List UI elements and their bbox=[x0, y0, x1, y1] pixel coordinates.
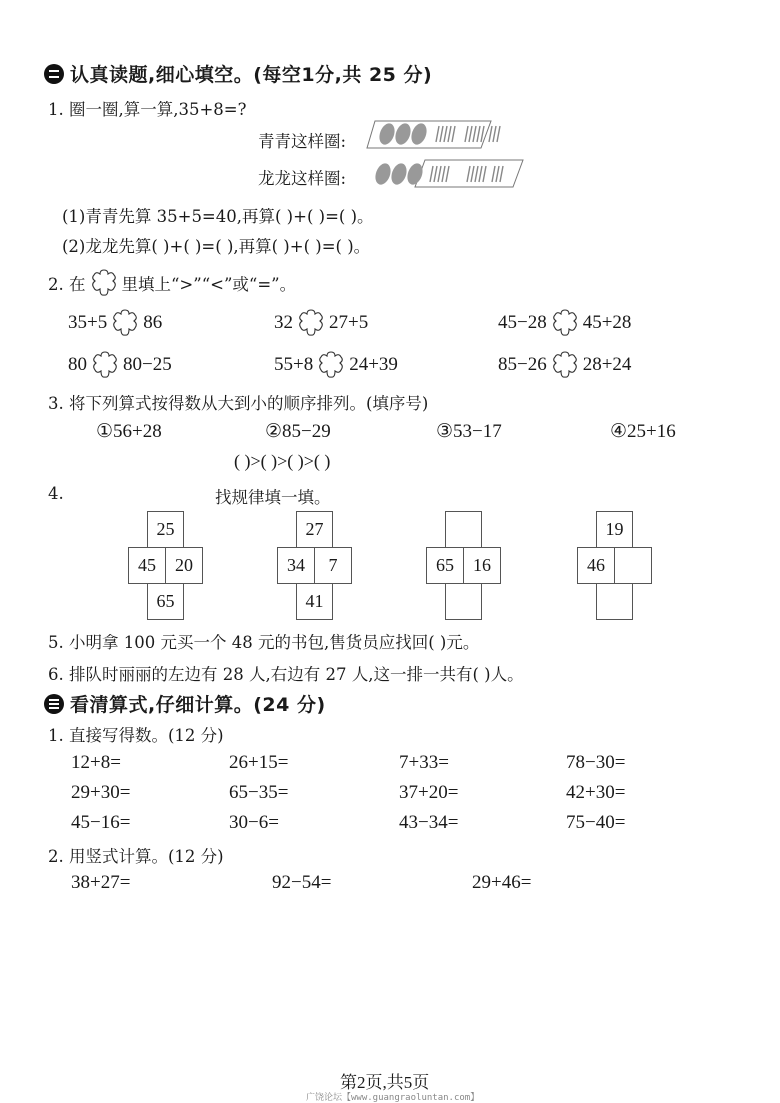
section-3-title: 看清算式,仔细计算。(24 分) bbox=[70, 694, 326, 716]
comparison-right: 28+24 bbox=[582, 354, 632, 375]
q5-text: 5. 小明拿 100 元买一个 48 元的书包,售货员应找回( )元。 bbox=[48, 633, 480, 652]
calc-item: 26+15= bbox=[229, 752, 289, 773]
calc-item: 42+30= bbox=[566, 782, 626, 803]
flower-answer-blank[interactable] bbox=[550, 350, 580, 380]
comparison-item bbox=[274, 350, 398, 380]
cross-cell-right: 7 bbox=[314, 547, 352, 584]
pattern-cross-2 bbox=[277, 511, 353, 619]
section-3-badge-icon bbox=[44, 694, 64, 714]
comparison-item bbox=[68, 308, 162, 338]
calc-item: 65−35= bbox=[229, 782, 289, 803]
comparison-left: 85−26 bbox=[498, 354, 547, 375]
q3-item-4: ④25+16 bbox=[610, 421, 676, 442]
cross-cell-top: 19 bbox=[596, 511, 633, 548]
comparison-item bbox=[498, 350, 631, 380]
calc-item: 12+8= bbox=[71, 752, 121, 773]
comparison-right: 45+28 bbox=[582, 312, 632, 333]
watermark: 广饶论坛【www.guangraoluntan.com】 bbox=[306, 1093, 480, 1103]
cross-cell-left: 46 bbox=[577, 547, 615, 584]
flower-answer-blank[interactable] bbox=[316, 350, 346, 380]
q2-instruction bbox=[48, 268, 296, 298]
comparison-left: 35+5 bbox=[68, 312, 108, 333]
cross-cell-bottom-blank[interactable] bbox=[596, 583, 633, 620]
pattern-cross-1 bbox=[128, 511, 204, 619]
comparison-item bbox=[498, 308, 631, 338]
q2-prefix: 2. 在 bbox=[48, 275, 86, 294]
flower-blank-icon bbox=[89, 268, 119, 298]
cross-cell-left: 65 bbox=[426, 547, 464, 584]
vertical-calc-item: 29+46= bbox=[472, 872, 532, 893]
s3q1-text: 1. 直接写得数。(12 分) bbox=[48, 726, 224, 745]
calc-item: 29+30= bbox=[71, 782, 131, 803]
q3-text: 3. 将下列算式按得数从大到小的顺序排列。(填序号) bbox=[48, 394, 429, 413]
q4-num: 4. bbox=[48, 484, 64, 503]
comparison-item bbox=[274, 308, 368, 338]
page-number: 第2页,共5页 bbox=[340, 1073, 430, 1092]
comparison-right: 86 bbox=[143, 312, 163, 333]
comparison-item bbox=[68, 350, 172, 380]
comparison-left: 32 bbox=[274, 312, 293, 333]
q3-item-3: ③53−17 bbox=[436, 421, 502, 442]
q1-longlong-label: 龙龙这样圈: bbox=[258, 169, 347, 188]
calc-item: 75−40= bbox=[566, 812, 626, 833]
q1-text: 1. 圈一圈,算一算,35+8=? bbox=[48, 100, 247, 119]
cross-cell-right-blank[interactable] bbox=[614, 547, 652, 584]
q1-qingqing-label: 青青这样圈: bbox=[258, 132, 347, 151]
comparison-left: 55+8 bbox=[274, 354, 314, 375]
q6-text: 6. 排队时丽丽的左边有 28 人,右边有 27 人,这一排一共有( )人。 bbox=[48, 665, 524, 684]
comparison-right: 24+39 bbox=[349, 354, 398, 375]
calc-item: 45−16= bbox=[71, 812, 131, 833]
pattern-cross-4 bbox=[577, 511, 653, 619]
section-3-header bbox=[44, 690, 326, 717]
cross-cell-left: 34 bbox=[277, 547, 315, 584]
comparison-left: 45−28 bbox=[498, 312, 547, 333]
cross-cell-top: 27 bbox=[296, 511, 333, 548]
section-2-badge-icon bbox=[44, 64, 64, 84]
section-2-header bbox=[44, 60, 432, 87]
calc-item: 37+20= bbox=[399, 782, 459, 803]
comparison-right: 27+5 bbox=[329, 312, 369, 333]
flower-answer-blank[interactable] bbox=[296, 308, 326, 338]
calc-item: 43−34= bbox=[399, 812, 459, 833]
comparison-right: 80−25 bbox=[123, 354, 172, 375]
q3-order-line[interactable]: ( )>( )>( )>( ) bbox=[234, 451, 331, 471]
cross-cell-top: 25 bbox=[147, 511, 184, 548]
flower-answer-blank[interactable] bbox=[550, 308, 580, 338]
q1-sub2: (2)龙龙先算( )+( )=( ),再算( )+( )=( )。 bbox=[62, 237, 371, 256]
cross-cell-bottom-blank[interactable] bbox=[445, 583, 482, 620]
counting-sticks-illustration bbox=[365, 118, 530, 190]
section-2-title: 认真读题,细心填空。(每空1分,共 25 分) bbox=[70, 64, 433, 86]
cross-cell-right: 16 bbox=[463, 547, 501, 584]
flower-answer-blank[interactable] bbox=[110, 308, 140, 338]
cross-cell-bottom: 65 bbox=[147, 583, 184, 620]
vertical-calc-item: 38+27= bbox=[71, 872, 131, 893]
vertical-calc-item: 92−54= bbox=[272, 872, 332, 893]
q1-sub1: (1)青青先算 35+5=40,再算( )+( )=( )。 bbox=[62, 207, 374, 226]
q4-text: 找规律填一填。 bbox=[215, 488, 331, 507]
cross-cell-right: 20 bbox=[165, 547, 203, 584]
comparison-left: 80 bbox=[68, 354, 87, 375]
q3-item-2: ②85−29 bbox=[265, 421, 331, 442]
flower-answer-blank[interactable] bbox=[90, 350, 120, 380]
calc-item: 7+33= bbox=[399, 752, 449, 773]
cross-cell-bottom: 41 bbox=[296, 583, 333, 620]
cross-cell-left: 45 bbox=[128, 547, 166, 584]
pattern-cross-3 bbox=[426, 511, 502, 619]
s3q2-text: 2. 用竖式计算。(12 分) bbox=[48, 847, 224, 866]
cross-cell-top-blank[interactable] bbox=[445, 511, 482, 548]
calc-item: 30−6= bbox=[229, 812, 279, 833]
q3-item-1: ①56+28 bbox=[96, 421, 162, 442]
calc-item: 78−30= bbox=[566, 752, 626, 773]
q2-suffix: 里填上“>”“<”或“=”。 bbox=[121, 275, 297, 294]
